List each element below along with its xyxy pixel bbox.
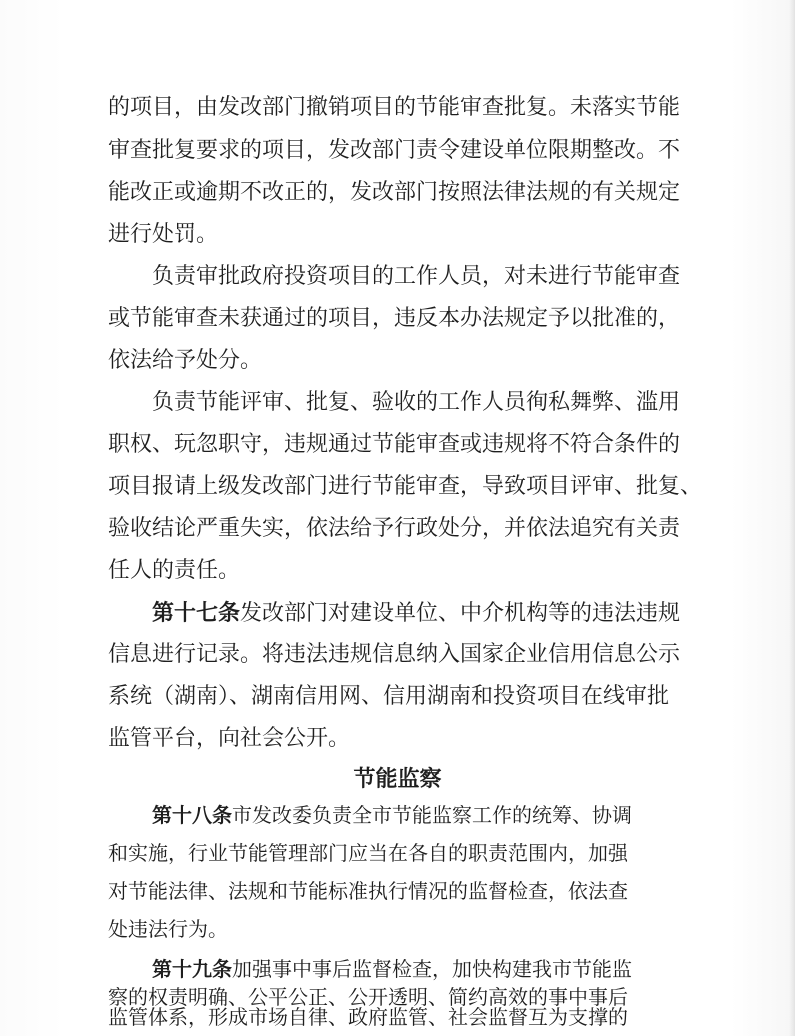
paragraph-line: 和实施，行业节能管理部门应当在各自的职责范围内，加强 (108, 841, 628, 865)
paragraph-line: 或节能审查未获通过的项目，违反本办法规定予以批准的， (108, 306, 681, 331)
article-text: 发改部门对建设单位、中介机构等的违法违规 (240, 601, 681, 626)
article-number: 第十八条 (152, 803, 232, 827)
paragraph-line: 监管平台，向社会公开。 (108, 726, 351, 751)
article-number: 第十七条 (152, 600, 241, 626)
article-first-line (152, 957, 632, 981)
paragraph-line: 项目报请上级发改部门进行节能审查，导致项目评审、批复、 (108, 474, 703, 499)
article-text: 市发改委负责全市节能监察工作的统筹、协调 (232, 803, 632, 827)
paragraph-line: 负责节能评审、批复、验收的工作人员徇私舞弊、滥用 (152, 390, 681, 415)
paragraph-line: 的项目，由发改部门撤销项目的节能审查批复。未落实节能 (108, 95, 681, 120)
paragraph-line: 系统（湖南）、湖南信用网、信用湖南和投资项目在线审批 (108, 684, 670, 709)
paragraph-line: 进行处罚。 (108, 222, 219, 247)
scan-edge-shadow (789, 0, 795, 1036)
paragraph-line: 审查批复要求的项目，发改部门责令建设单位限期整改。不 (108, 138, 681, 163)
paragraph-line: 依法给予处分。 (108, 348, 263, 373)
paragraph-line: 验收结论严重失实，依法给予行政处分，并依法追究有关责 (108, 516, 681, 541)
article-text: 加强事中事后监督检查，加快构建我市节能监 (232, 957, 632, 981)
article-first-line (152, 803, 632, 827)
article-first-line (152, 598, 680, 628)
paragraph-line: 处违法行为。 (108, 917, 228, 941)
paragraph-line: 职权、玩忽职守，违规通过节能审查或违规将不符合条件的 (108, 432, 681, 457)
paragraph-line: 对节能法律、法规和节能标准执行情况的监督检查，依法查 (108, 879, 628, 903)
paragraph-line: 能改正或逾期不改正的，发改部门按照法律法规的有关规定 (108, 180, 681, 205)
paragraph-line: 监管体系，形成市场自律、政府监管、社会监督互为支撑的 (108, 1005, 628, 1029)
paragraph-line: 信息进行记录。将违法违规信息纳入国家企业信用信息公示 (108, 642, 681, 667)
paragraph-line: 任人的责任。 (108, 558, 241, 583)
section-heading: 节能监察 (353, 767, 442, 792)
paragraph-line: 负责审批政府投资项目的工作人员，对未进行节能审查 (152, 264, 681, 289)
article-number: 第十九条 (152, 957, 232, 981)
paragraph-line: 察的权责明确、公平公正、公开透明、简约高效的事中事后 (108, 985, 628, 1009)
